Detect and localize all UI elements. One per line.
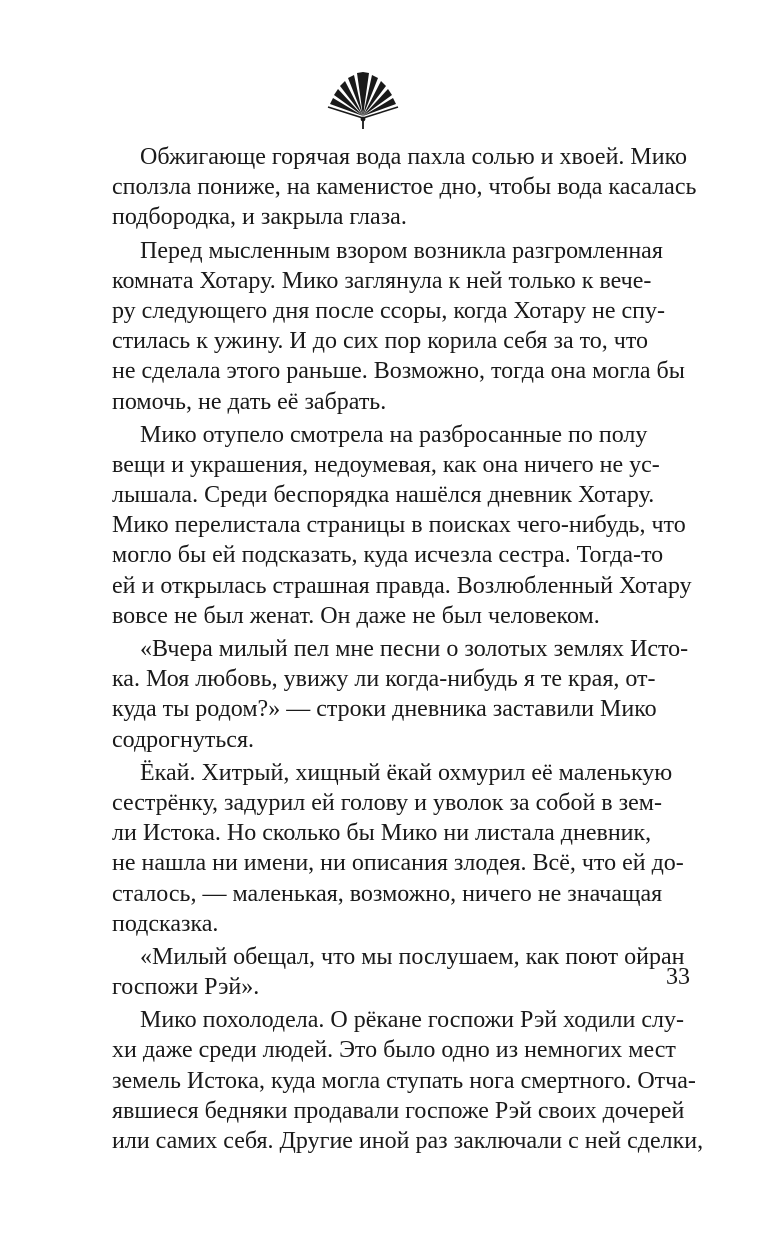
text-line: хи даже среди людей. Это было одно из немногих мест	[112, 1037, 676, 1064]
page-number: 33	[666, 964, 690, 990]
paragraph	[112, 236, 685, 417]
text-line: подбородка, и закрыла глаза.	[112, 204, 407, 231]
text-line: «Милый обещал, что мы послушаем, как поют ойран	[140, 943, 685, 970]
text-line: госпожи Рэй».	[112, 974, 260, 1001]
text-line: не сделала этого раньше. Возможно, тогда она могла бы	[112, 358, 685, 385]
text-line: подсказка.	[112, 910, 219, 937]
text-line: комната Хотару. Мико заглянула к ней только к вече-	[112, 267, 652, 294]
paragraph	[112, 142, 697, 233]
text-line: ли Истока. Но сколько бы Мико ни листала дневник,	[112, 820, 652, 847]
text-line: могло бы ей подсказать, куда исчезла сестра. Тогда-то	[112, 542, 664, 569]
text-line: «Вчера милый пел мне песни о золотых землях Исто-	[140, 636, 689, 662]
text-line: вещи и украшения, недоумевая, как она ничего не ус-	[112, 451, 660, 478]
paragraph	[112, 758, 684, 939]
text-line: Перед мысленным взором возникла разгромленная	[140, 237, 663, 264]
text-line: явшиеся бедняки продавали госпоже Рэй своих дочерей	[112, 1097, 685, 1124]
paragraph	[112, 634, 689, 755]
text-line: лышала. Среди беспорядка нашёлся дневник Хотару.	[112, 482, 655, 509]
text-line: ру следующего дня после ссоры, когда Хотару не спу-	[112, 297, 665, 324]
text-line: Мико похолодела. О рёкане госпожи Рэй ходили слу-	[140, 1007, 684, 1034]
text-line: ей и открылась страшная правда. Возлюбленный Хотару	[112, 572, 692, 599]
text-line: вовсе не был женат. Он даже не был человеком.	[112, 602, 600, 629]
paragraph	[112, 1005, 704, 1156]
text-line: содрогнуться.	[112, 726, 254, 753]
text-line: сестрёнку, задурил ей голову и уволок за собой в зем-	[112, 789, 662, 816]
text-line: помочь, не дать её забрать.	[112, 388, 387, 415]
text-line: Обжигающе горячая вода пахла солью и хвоей. Мико	[140, 144, 688, 170]
text-line: стилась к ужину. И до сих пор корила себя за то, что	[112, 328, 649, 355]
text-line: Ёкай. Хитрый, хищный ёкай охмурил её маленькую	[140, 759, 673, 786]
text-line: сталось, — маленькая, возможно, ничего не значащая	[112, 880, 663, 907]
text-line: земель Истока, куда могла ступать нога смертного. Отча-	[112, 1067, 696, 1094]
text-line: куда ты родом?» — строки дневника заставили Мико	[112, 696, 657, 723]
text-line: Мико отупело смотрела на разбросанные по полу	[140, 421, 648, 448]
text-line: Мико перелистала страницы в поисках чего-нибудь, что	[112, 512, 686, 539]
paragraph	[112, 420, 692, 631]
fan-ornament-icon	[324, 68, 402, 130]
text-line: ка. Моя любовь, увижу ли когда-нибудь я те края, от-	[112, 666, 656, 693]
text-line: или самих себя. Другие иной раз заключали с ней сделки,	[112, 1128, 704, 1154]
text-line: не нашла ни имени, ни описания злодея. Всё, что ей до-	[112, 850, 684, 877]
text-line: сползла пониже, на каменистое дно, чтобы вода касалась	[112, 174, 697, 201]
